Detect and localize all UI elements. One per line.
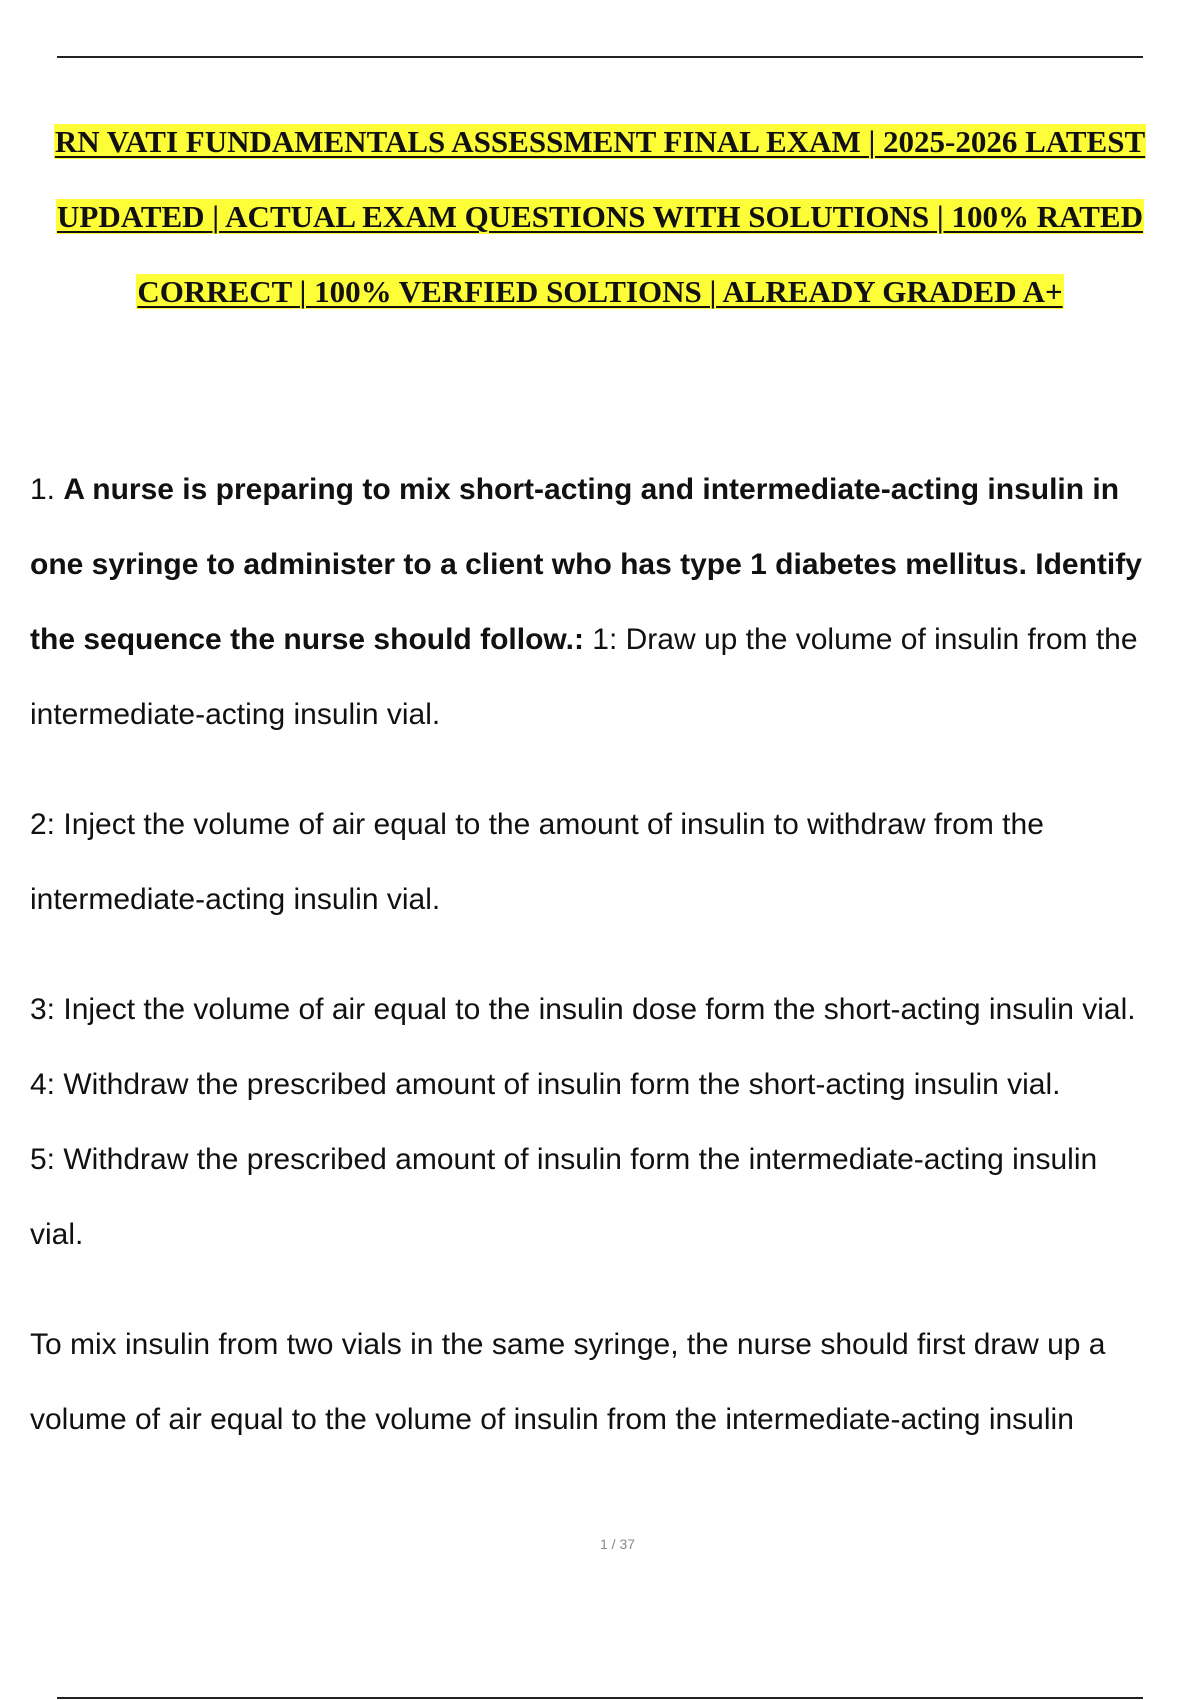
step-5: 5: Withdraw the prescribed amount of insulin form the intermediate-acting insulin [30,1143,1098,1176]
step-1-continued: intermediate-acting insulin vial. [30,698,441,731]
step-5-continued: vial. [30,1218,84,1251]
document-title [0,116,1200,341]
step-4: 4: Withdraw the prescribed amount of insulin form the short-acting insulin vial. [30,1068,1061,1101]
question-1 [30,452,1200,1457]
question-stem-line-2: one syringe to administer to a client who has type 1 diabetes mellitus. Identify [30,548,1142,581]
title-line-2: UPDATED | ACTUAL EXAM QUESTIONS WITH SOLUTIONS | 100% RATED [57,199,1143,234]
question-stem-line-1: 1. A nurse is preparing to mix short-acting and intermediate-acting insulin in [30,473,1120,506]
step-2-continued: intermediate-acting insulin vial. [30,883,441,916]
title-line-1: RN VATI FUNDAMENTALS ASSESSMENT FINAL EXAM | 2025-2026 LATEST [54,124,1146,159]
top-rule [57,56,1143,58]
step-3: 3: Inject the volume of air equal to the insulin dose form the short-acting insulin vial. [30,993,1136,1026]
question-stem-line-3: the sequence the nurse should follow.: 1: Draw up the volume of insulin from the [30,623,1138,656]
title-line-3: CORRECT | 100% VERFIED SOLTIONS | ALREADY GRADED A+ [137,274,1063,309]
rationale-line-1: To mix insulin from two vials in the same syringe, the nurse should first draw up a [30,1328,1106,1361]
bottom-rule [57,1697,1143,1699]
page-indicator: 1 / 37 [599,1536,636,1552]
rationale-line-2: volume of air equal to the volume of insulin from the intermediate-acting insulin [30,1403,1074,1436]
step-2: 2: Inject the volume of air equal to the amount of insulin to withdraw from the [30,808,1044,841]
